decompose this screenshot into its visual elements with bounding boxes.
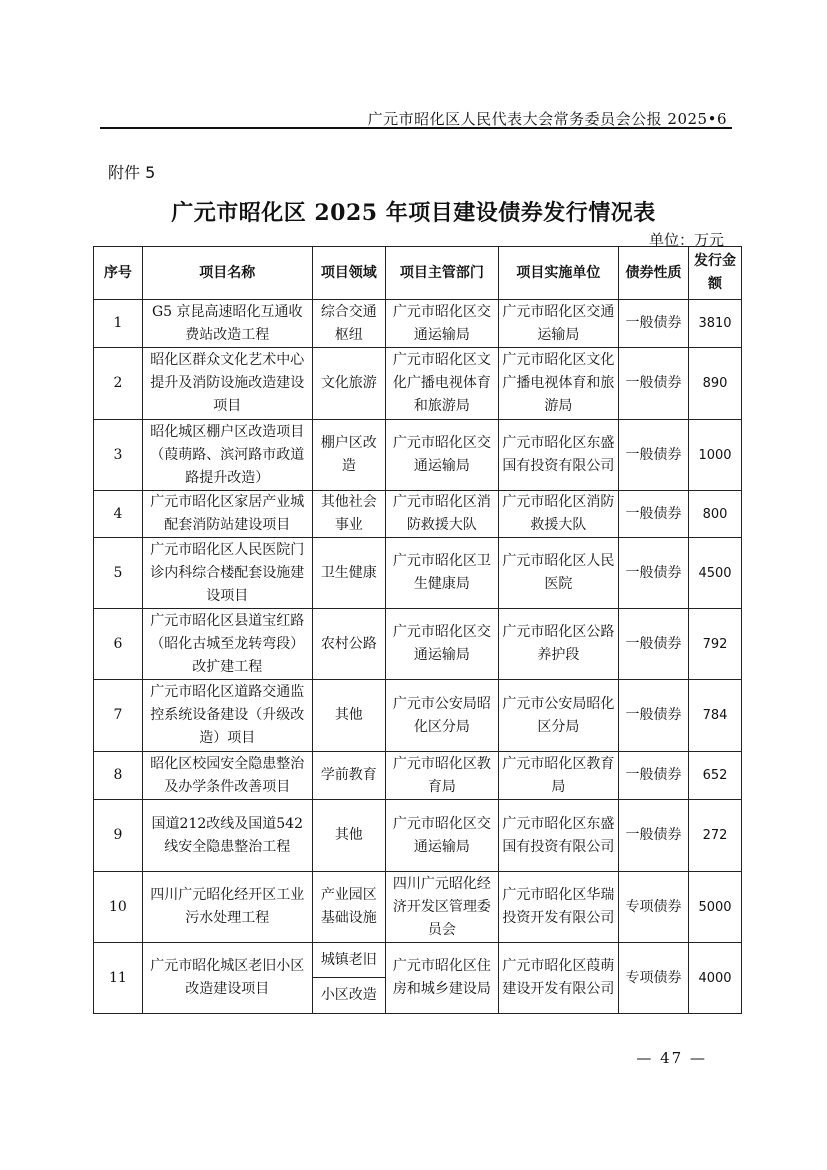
- row-dept: 广元市昭化区交通运输局: [385, 420, 498, 491]
- row-bond-type: 一般债券: [618, 538, 688, 609]
- row-project-name: 广元市昭化区道路交通监控系统设备建设（升级改造）项目: [142, 680, 312, 752]
- row-seq: 3: [94, 420, 143, 491]
- row-field: 卫生健康: [312, 538, 385, 609]
- row-field: 其他: [312, 680, 385, 752]
- row-unit: 广元市昭化区人民医院: [498, 538, 618, 609]
- row-amount: 5000: [689, 872, 742, 943]
- row-project-name: 广元市昭化区县道宝红路（昭化古城至龙转弯段）改扩建工程: [142, 609, 312, 680]
- table-row: [94, 348, 742, 420]
- table-row: [94, 538, 742, 609]
- row-field: 综合交通枢纽: [312, 300, 385, 348]
- row-dept: 广元市昭化区消防救援大队: [385, 491, 498, 538]
- table-row: [94, 420, 742, 491]
- row-seq: 2: [94, 348, 143, 420]
- row-dept: 广元市昭化区文化广播电视体育和旅游局: [385, 348, 498, 420]
- row-bond-type: 一般债券: [618, 800, 688, 872]
- row-unit: 广元市昭化区教育局: [498, 752, 618, 800]
- header-bond: 债券性质: [618, 247, 688, 300]
- row-unit: 广元市昭化区公路养护段: [498, 609, 618, 680]
- table-row: [94, 752, 742, 800]
- row-amount: 792: [689, 609, 742, 680]
- row-amount: 4000: [689, 943, 742, 1014]
- row-field: 农村公路: [312, 609, 385, 680]
- row-field: 产业园区基础设施: [312, 872, 385, 943]
- row-seq: 4: [94, 491, 143, 538]
- row-bond-type: 一般债券: [618, 491, 688, 538]
- row-bond-type: 一般债券: [618, 752, 688, 800]
- row-bond-type: 一般债券: [618, 420, 688, 491]
- row-seq: 6: [94, 609, 143, 680]
- row-unit: 广元市昭化区华瑞投资开发有限公司: [498, 872, 618, 943]
- row-unit: 广元市公安局昭化区分局: [498, 680, 618, 752]
- row-bond-type: 专项债券: [618, 943, 688, 1014]
- row-field: 其他社会事业: [312, 491, 385, 538]
- table-row: [94, 872, 742, 943]
- row-project-name: 广元市昭化城区老旧小区改造建设项目: [142, 943, 312, 1014]
- row-project-name: 昭化区校园安全隐患整治及办学条件改善项目: [142, 752, 312, 800]
- row-field-line1: 城镇老旧: [312, 943, 385, 978]
- table-header-row: [94, 247, 742, 300]
- row-unit: 广元市昭化区葭萌建设开发有限公司: [498, 943, 618, 1014]
- row-project-name: 广元市昭化区人民医院门诊内科综合楼配套设施建设项目: [142, 538, 312, 609]
- row-dept: 广元市昭化区交通运输局: [385, 800, 498, 872]
- table-row: [94, 800, 742, 872]
- row-field-line2: 小区改造: [312, 978, 385, 1014]
- attachment-label: 附件 5: [108, 163, 156, 182]
- row-dept: 四川广元昭化经济开发区管理委员会: [385, 872, 498, 943]
- row-amount: 4500: [689, 538, 742, 609]
- row-amount: 784: [689, 680, 742, 752]
- header-unit: 项目实施单位: [498, 247, 618, 300]
- row-bond-type: 专项债券: [618, 872, 688, 943]
- row-project-name: G5 京昆高速昭化互通收费站改造工程: [142, 300, 312, 348]
- table-row: [94, 300, 742, 348]
- row-project-name: 昭化区群众文化艺术中心提升及消防设施改造建设项目: [142, 348, 312, 420]
- row-unit: 广元市昭化区东盛国有投资有限公司: [498, 420, 618, 491]
- row-bond-type: 一般债券: [618, 300, 688, 348]
- row-field: 其他: [312, 800, 385, 872]
- header-seq: 序号: [94, 247, 143, 300]
- publication-header: 广元市昭化区人民代表大会常务委员会公报 2025•6: [367, 110, 727, 128]
- row-seq: 7: [94, 680, 143, 752]
- row-seq: 10: [94, 872, 143, 943]
- header-name: 项目名称: [142, 247, 312, 300]
- row-dept: 广元市昭化区卫生健康局: [385, 538, 498, 609]
- table-row: [94, 609, 742, 680]
- row-bond-type: 一般债券: [618, 348, 688, 420]
- table-row: [94, 680, 742, 752]
- page-title: 广元市昭化区 2025 年项目建设债券发行情况表: [171, 200, 656, 226]
- row-unit: 广元市昭化区消防救援大队: [498, 491, 618, 538]
- row-unit: 广元市昭化区交通运输局: [498, 300, 618, 348]
- header-dept: 项目主管部门: [385, 247, 498, 300]
- table-row: [94, 943, 742, 978]
- row-seq: 8: [94, 752, 143, 800]
- row-field: 学前教育: [312, 752, 385, 800]
- header-amount: 发行金额: [689, 247, 742, 300]
- row-seq: 5: [94, 538, 143, 609]
- row-unit: 广元市昭化区东盛国有投资有限公司: [498, 800, 618, 872]
- row-bond-type: 一般债券: [618, 680, 688, 752]
- row-seq: 1: [94, 300, 143, 348]
- unit-label: 单位：万元: [648, 231, 724, 249]
- row-seq: 11: [94, 943, 143, 1014]
- row-unit: 广元市昭化区文化广播电视体育和旅游局: [498, 348, 618, 420]
- row-dept: 广元市昭化区教育局: [385, 752, 498, 800]
- row-dept: 广元市昭化区住房和城乡建设局: [385, 943, 498, 1014]
- header-field: 项目领域: [312, 247, 385, 300]
- row-amount: 800: [689, 491, 742, 538]
- row-amount: 3810: [689, 300, 742, 348]
- row-amount: 1000: [689, 420, 742, 491]
- row-project-name: 广元市昭化区家居产业城配套消防站建设项目: [142, 491, 312, 538]
- row-seq: 9: [94, 800, 143, 872]
- row-field: 棚户区改造: [312, 420, 385, 491]
- row-dept: 广元市昭化区交通运输局: [385, 300, 498, 348]
- table-row: [94, 491, 742, 538]
- header-rule: [100, 127, 732, 129]
- row-dept: 广元市昭化区交通运输局: [385, 609, 498, 680]
- page-number: — 47 —: [636, 1049, 707, 1067]
- bond-table: [93, 246, 742, 1014]
- row-bond-type: 一般债券: [618, 609, 688, 680]
- row-project-name: 四川广元昭化经开区工业污水处理工程: [142, 872, 312, 943]
- row-amount: 272: [689, 800, 742, 872]
- row-field: 文化旅游: [312, 348, 385, 420]
- row-project-name: 国道212改线及国道542线安全隐患整治工程: [142, 800, 312, 872]
- row-dept: 广元市公安局昭化区分局: [385, 680, 498, 752]
- row-amount: 890: [689, 348, 742, 420]
- row-project-name: 昭化城区棚户区改造项目（葭萌路、滨河路市政道路提升改造）: [142, 420, 312, 491]
- row-amount: 652: [689, 752, 742, 800]
